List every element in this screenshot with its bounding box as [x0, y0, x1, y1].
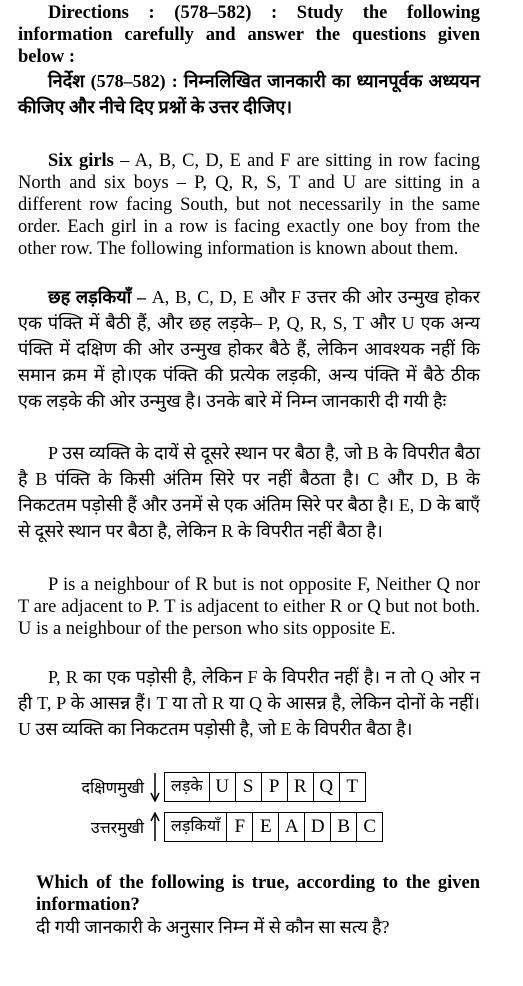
- passage-english-body: – A, B, C, D, E and F are sitting in row facing North and six boys – P, Q, R, S, T and U are sitting in a different row facing South, but not necessarily in the same order. Each girl in a row is facing exactly one boy from the other row. The following information is known about them.: [18, 151, 480, 259]
- girl-cell: D: [304, 813, 330, 841]
- boys-row-diagram: [64, 772, 424, 804]
- boy-cell: P: [261, 773, 287, 801]
- hint-english-2: P is a neighbour of R but is not opposite F, Neither Q nor T are adjacent to P. T is adjacent to either R or Q but not both. U is a neighbour of the person who sits opposite E.: [18, 575, 480, 639]
- girls-row: [164, 812, 383, 842]
- question-hindi: दी गयी जानकारी के अनुसार निम्न में से कौन सा सत्य है?: [36, 917, 390, 937]
- boys-row: [164, 772, 366, 802]
- boy-cell: R: [287, 773, 313, 801]
- passage-english: [18, 150, 480, 260]
- passage-hindi-body: A, B, C, D, E और F उत्तर की ओर उन्मुख होकर एक पंक्ति में बैठी हैं, और छह लड़के– P, Q, R, S, T और U एक अन्य पंक्ति में दक्षिण की ओर उन्मुख होकर बैठे हैं, लेकिन आवश्यक नहीं कि समान क्रम में हो।एक पंक्ति की प्रत्येक लड़की, अन्य पंक्ति में बैठे ठीक एक लड़के की ओर उन्मुख है। उनके बारे में निम्न जानकारी दी गयी हैः: [18, 287, 480, 411]
- down-arrow-icon: [150, 772, 160, 802]
- directions-english: Directions : (578–582) : Study the following information carefully and answer the questions given below :: [18, 3, 480, 67]
- north-facing-label: उत्तरमुखी: [90, 820, 144, 837]
- boy-cell: U: [209, 773, 235, 801]
- girl-cell: C: [356, 813, 382, 841]
- directions-hindi: निर्देश (578–582) : निम्नलिखित जानकारी का ध्यानपूर्वक अध्ययन कीजिए और नीचे दिए प्रश्नों के उत्तर दीजिए।: [18, 71, 480, 117]
- boys-header-cell: लड़के: [171, 778, 203, 795]
- boy-cell: Q: [313, 773, 339, 801]
- passage-hindi-lead: छह लड़कियाँ –: [48, 287, 147, 307]
- passage-hindi: [18, 284, 480, 414]
- girls-row-diagram: [64, 812, 424, 844]
- girl-cell: A: [278, 813, 304, 841]
- hint-hindi-1: P उस व्यक्ति के दायें से दूसरे स्थान पर बैठा है, जो B के विपरीत बैठा है B पंक्ति के किसी अंतिम सिरे पर नहीं बैठता है। C और D, B के निकटतम पड़ोसी हैं और उनमें से एक अंतिम सिरे पर बैठा है। E, D के बाएँ से दूसरे स्थान पर बैठा है, लेकिन R के विपरीत नहीं बैठा है।: [18, 443, 480, 541]
- passage-english-lead: Six girls: [48, 151, 114, 171]
- girls-header-cell: लड़कियाँ: [171, 818, 221, 835]
- up-arrow-icon: [150, 812, 160, 842]
- girl-cell: B: [330, 813, 356, 841]
- south-facing-label: दक्षिणमुखी: [81, 780, 144, 797]
- girl-cell: E: [252, 813, 278, 841]
- question-english: Which of the following is true, according to the given information?: [36, 873, 480, 915]
- boy-cell: S: [235, 773, 261, 801]
- boy-cell: T: [339, 773, 365, 801]
- girl-cell: F: [226, 813, 252, 841]
- hint-hindi-2: P, R का एक पड़ोसी है, लेकिन F के विपरीत नहीं है। न तो Q ओर न ही T, P के आसन्न हैं। T या तो R या Q के आसन्न है, लेकिन दोनों के नहीं। U उस व्यक्ति का निकटतम पड़ोसी है, जो E के विपरीत बैठा है।: [18, 667, 480, 739]
